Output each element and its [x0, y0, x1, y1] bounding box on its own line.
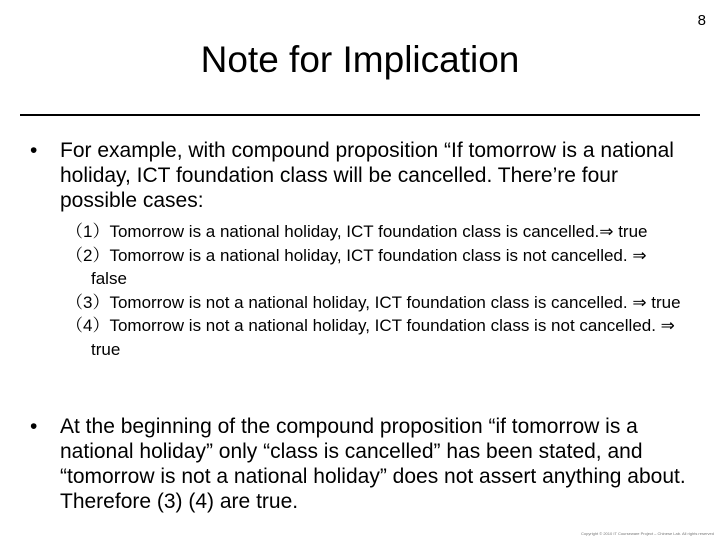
case-item: （1）Tomorrow is a national holiday, ICT foundation class is cancelled.⇒ true — [66, 222, 648, 241]
bullet-text: At the beginning of the compound proposition “if tomorrow is a national holiday” only “class is cancelled” has been stated, and “tomorrow is not a national holiday” does not assert anything about. Therefore (3) (4) are true. — [60, 415, 686, 513]
title-divider — [20, 114, 700, 116]
bullet-text: For example, with compound proposition “If tomorrow is a national holiday, ICT foundation class will be cancelled. There’re four possible cases: — [60, 139, 674, 212]
page-number: 8 — [697, 12, 706, 29]
case-list — [66, 220, 686, 361]
bullet-item-example — [30, 138, 690, 213]
bullet-icon: • — [30, 139, 38, 162]
slide-title: Note for Implication — [200, 39, 520, 80]
bullet-item-conclusion — [30, 414, 690, 514]
bullet-icon: • — [30, 415, 38, 438]
case-item: （3）Tomorrow is not a national holiday, ICT foundation class is cancelled. ⇒ true — [66, 292, 681, 312]
copyright-footer: Copyright © 2010 IT Courseware Project – Chinese Lab. All rights reserved — [581, 531, 714, 536]
case-item: （2）Tomorrow is a national holiday, ICT foundation class is not cancelled. ⇒ false — [66, 245, 647, 288]
case-item: （4）Tomorrow is not a national holiday, ICT foundation class is not cancelled. ⇒ true — [66, 316, 675, 359]
